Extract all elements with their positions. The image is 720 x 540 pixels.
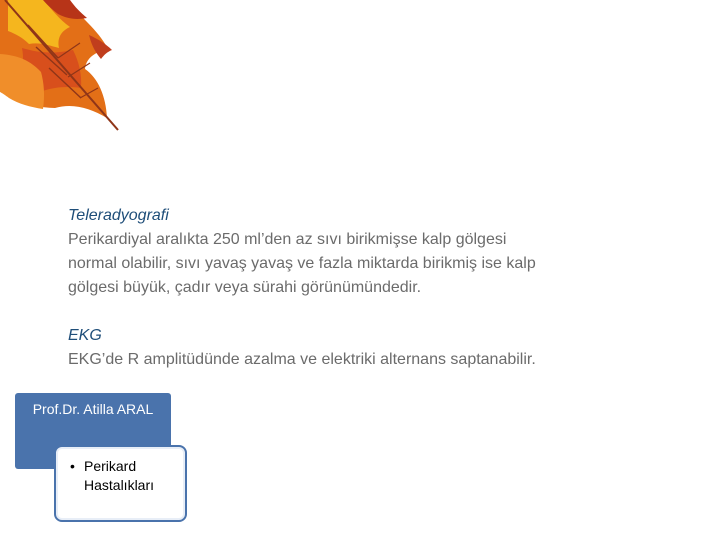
section-teleradyografi: [68, 204, 628, 300]
body-line: Perikardiyal aralıkta 250 ml’den az sıvı birikmişse kalp gölgesi: [68, 231, 507, 248]
section-ekg: [68, 324, 628, 372]
topic-list: [70, 457, 154, 495]
section-title: EKG: [68, 327, 102, 344]
topic-item: [70, 457, 154, 476]
section-title: Teleradyografi: [68, 207, 169, 224]
body-line: gölgesi büyük, çadır veya sürahi görünümündedir.: [68, 279, 422, 296]
slide-content: [68, 204, 628, 372]
autumn-leaf-icon: [0, 0, 130, 135]
topic-box: [54, 445, 187, 522]
topic-line: Perikard: [84, 458, 137, 474]
bullet-icon: •: [70, 458, 75, 474]
author-name: Prof.Dr. Atilla ARAL: [32, 401, 154, 417]
bullet-spacer: [70, 476, 78, 495]
section-gap: [68, 300, 628, 324]
topic-item: [70, 476, 154, 495]
body-line: EKG’de R amplitüdünde azalma ve elektriki alternans saptanabilir.: [68, 351, 536, 368]
topic-line: Hastalıkları: [84, 477, 155, 493]
body-line: normal olabilir, sıvı yavaş yavaş ve fazla miktarda birikmiş ise kalp: [68, 255, 536, 272]
